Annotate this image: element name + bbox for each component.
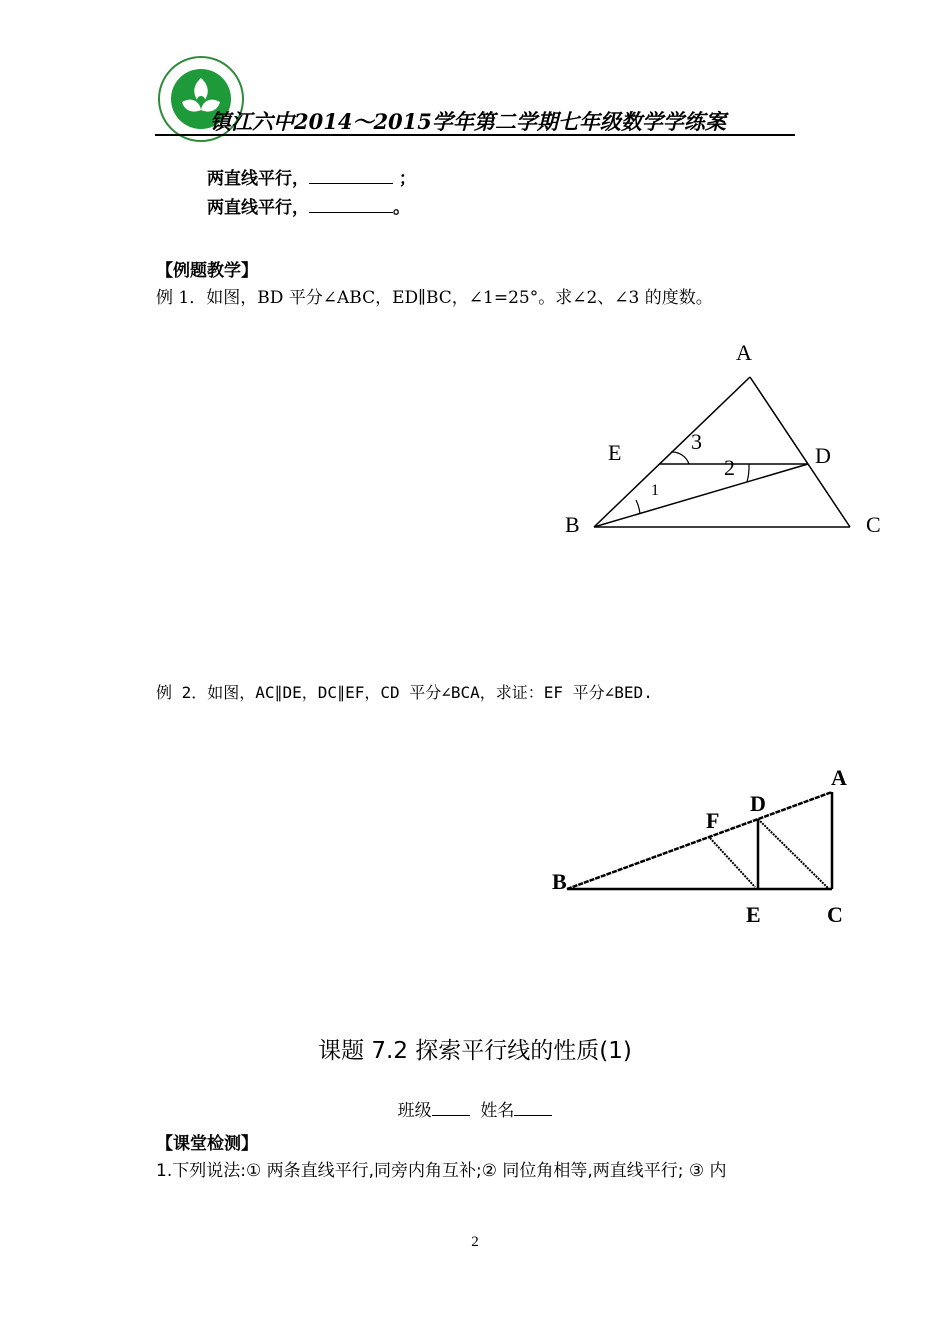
point-a-label: A	[736, 340, 752, 365]
property-line-2-suffix: 。	[393, 198, 410, 218]
point-f-label: F	[706, 808, 720, 833]
segment-dc	[758, 819, 829, 889]
class-label: 班级	[397, 1101, 432, 1121]
answer-blank-1	[309, 169, 393, 184]
point-e-label: E	[746, 902, 761, 927]
example-section-heading: 【例题教学】	[156, 261, 258, 281]
lesson-title: 课题 7.2 探索平行线的性质(1)	[318, 1038, 632, 1064]
example-1-text: 例 1．如图，BD 平分∠ABC，ED∥BC，∠1=25°。求∠2、∠3 的度数。	[156, 288, 713, 308]
point-c-label: C	[827, 902, 843, 927]
name-label: 姓名	[480, 1101, 515, 1121]
figure-1-triangle	[540, 330, 900, 550]
point-b-label: B	[552, 869, 567, 894]
segment-fe	[710, 838, 755, 887]
point-e-label: E	[608, 440, 622, 465]
figure-2-diagram	[540, 755, 860, 935]
angle-3-label: 3	[691, 429, 702, 454]
angle-1-arc	[636, 500, 640, 514]
property-line-2	[207, 193, 410, 218]
property-line-1	[207, 164, 416, 189]
property-line-1-prefix: 两直线平行，	[207, 169, 309, 189]
angle-2-label: 2	[724, 455, 735, 480]
point-d-label: D	[815, 443, 831, 468]
class-blank	[432, 1103, 470, 1116]
angle-2-arc	[747, 464, 749, 482]
question-1-text: 1.下列说法:① 两条直线平行,同旁内角互补;② 同位角相等,两直线平行; ③ 内	[156, 1161, 727, 1181]
point-c-label: C	[866, 512, 881, 537]
answer-blank-2	[309, 198, 393, 213]
header-divider	[155, 134, 795, 136]
property-line-2-prefix: 两直线平行，	[207, 198, 309, 218]
header-title: 镇江六中2014～2015学年第二学期七年级数学学练案	[210, 109, 726, 134]
example-2-text: 例 2．如图，AC∥DE，DC∥EF，CD 平分∠BCA，求证：EF 平分∠BED.	[156, 683, 653, 702]
segment-ac	[750, 377, 850, 527]
class-name-line	[0, 1096, 950, 1121]
angle-3-arc	[671, 452, 689, 464]
page-number: 2	[471, 1234, 479, 1250]
point-b-label: B	[565, 512, 580, 537]
property-line-1-suffix: ；	[398, 169, 416, 189]
point-a-label: A	[831, 765, 847, 790]
point-d-label: D	[750, 791, 766, 816]
angle-1-label: 1	[651, 482, 659, 499]
segment-ba	[567, 792, 832, 889]
check-section-heading: 【课堂检测】	[156, 1134, 258, 1154]
name-blank	[514, 1103, 552, 1116]
